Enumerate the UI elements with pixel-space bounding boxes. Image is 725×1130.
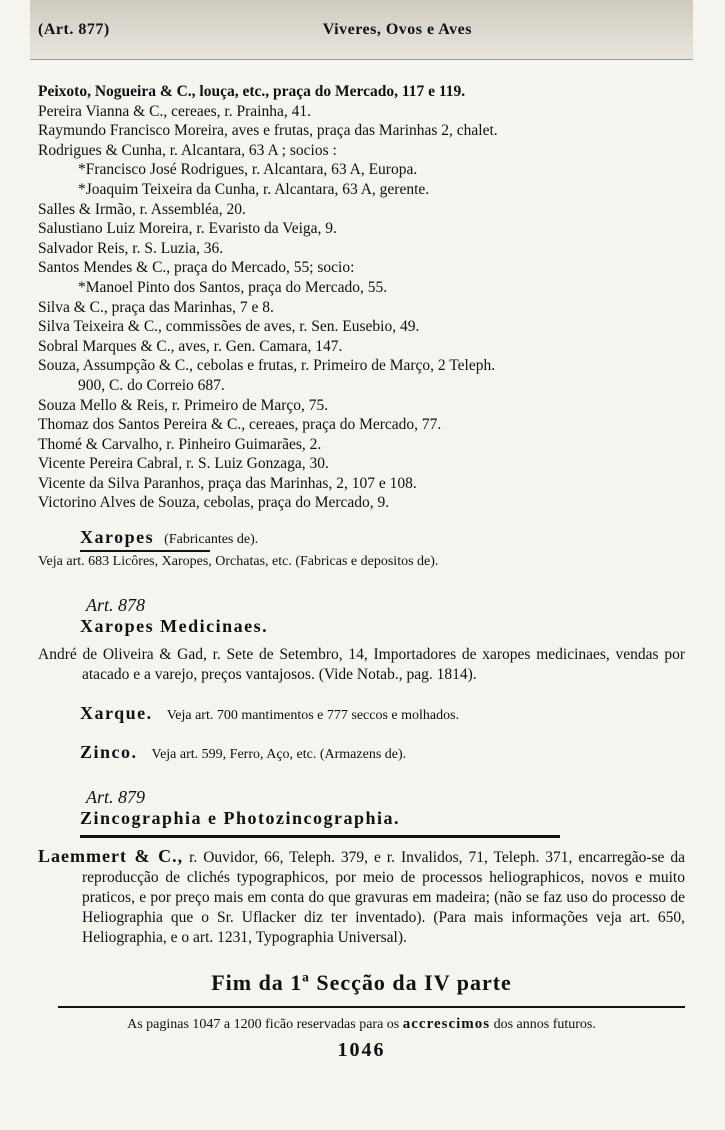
xaropes-title: Xaropes <box>80 527 155 548</box>
article-879-entry <box>38 846 685 948</box>
article-879-lead: Laemmert & C., <box>38 846 184 867</box>
article-879-label: Art. 879 <box>86 787 146 808</box>
footnote-bold: accrescimos <box>402 1016 491 1033</box>
entry-list <box>38 82 685 513</box>
article-879-title: Zincographia e Photozincographia. <box>80 808 401 829</box>
list-item: Souza Mello & Reis, r. Primeiro de Março, 75. <box>38 396 329 414</box>
running-header <box>30 0 693 60</box>
list-item: Vicente Pereira Cabral, r. S. Luiz Gonzaga, 30. <box>38 455 329 473</box>
xaropes-ref: Veja art. 683 Licôres, Xaropes, Orchatas, etc. (Fabricas e depositos de). <box>38 554 439 570</box>
footnote-pre: As paginas 1047 a 1200 ficão reservadas para os <box>127 1017 400 1033</box>
zinco-title: Zinco. <box>80 742 138 763</box>
list-item: Salles & Irmão, r. Assembléa, 20. <box>38 200 246 218</box>
list-item: Souza, Assumpção & C., cebolas e frutas, r. Primeiro de Março, 2 Teleph. <box>38 357 496 375</box>
list-item: Silva Teixeira & C., commissões de aves, r. Sen. Eusebio, 49. <box>38 318 420 336</box>
list-item: Thomé & Carvalho, r. Pinheiro Guimarães, 2. <box>38 435 322 453</box>
zinco-section <box>80 742 685 763</box>
list-item: Salustiano Luiz Moreira, r. Evaristo da Veiga, 9. <box>38 220 337 238</box>
list-item: Sobral Marques & C., aves, r. Gen. Camara, 147. <box>38 337 343 355</box>
list-item: Vicente da Silva Paranhos, praça das Marinhas, 2, 107 e 108. <box>38 474 417 492</box>
list-item: Thomaz dos Santos Pereira & C., cereaes, praça do Mercado, 77. <box>38 416 442 434</box>
xaropes-heading <box>80 527 685 548</box>
page-number: 1046 <box>337 1039 386 1062</box>
footnote-post: dos annos futuros. <box>493 1017 596 1033</box>
xarque-title: Xarque. <box>80 703 153 724</box>
divider <box>58 1006 685 1008</box>
xarque-section <box>80 703 685 724</box>
list-item: 900, C. do Correio 687. <box>78 376 225 394</box>
list-item: Pereira Vianna & C., cereaes, r. Prainha, 41. <box>38 102 311 120</box>
list-item: *Francisco José Rodrigues, r. Alcantara, 63 A, Europa. <box>78 161 418 179</box>
list-item: Peixoto, Nogueira & C., louça, etc., praça do Mercado, 117 e 119. <box>38 83 466 100</box>
article-878-title: Xaropes Medicinaes. <box>80 616 269 637</box>
xarque-ref: Veja art. 700 mantimentos e 777 seccos e molhados. <box>166 708 460 724</box>
divider <box>80 835 560 838</box>
list-item: Santos Mendes & C., praça do Mercado, 55; socio: <box>38 259 355 277</box>
header-title: Viveres, Ovos e Aves <box>322 20 472 38</box>
content <box>38 60 685 1062</box>
article-879-text: r. Ouvidor, 66, Teleph. 379, e r. Invalidos, 71, Teleph. 371, encarregão-se da reproducção de clichés typographicos, por meio de processos heliographicos, novos e muito praticos, e por preço mais em conta do que gravuras em madeira; (não se faz uso do processo de Heliographia que o Sr. Uflacker diz ter inventado). (Para mais informações veja art. 650, Heliographia, e o art. 1231, Typographia Universal). <box>82 849 685 947</box>
list-item: *Joaquim Teixeira da Cunha, r. Alcantara, 63 A, gerente. <box>78 180 430 198</box>
section-end-title: Fim da 1ª Secção da IV parte <box>211 970 512 996</box>
header-article: (Art. 877) <box>38 20 110 38</box>
list-item: *Manoel Pinto dos Santos, praça do Mercado, 55. <box>78 278 388 296</box>
list-item: Silva & C., praça das Marinhas, 7 e 8. <box>38 298 274 316</box>
article-878-entry: André de Oliveira & Gad, r. Sete de Setembro, 14, Importadores de xaropes medicinaes, vendas por atacado e a varejo, preços vantajosos. (Vide Notab., pag. 1814). <box>38 646 685 684</box>
list-item: Victorino Alves de Souza, cebolas, praça do Mercado, 9. <box>38 494 390 512</box>
footnote <box>38 1016 685 1033</box>
list-item: Rodrigues & Cunha, r. Alcantara, 63 A ; socios : <box>38 141 337 159</box>
zinco-ref: Veja art. 599, Ferro, Aço, etc. (Armazens de). <box>151 747 407 763</box>
list-item: Raymundo Francisco Moreira, aves e frutas, praça das Marinhas 2, chalet. <box>38 122 498 140</box>
article-878-label: Art. 878 <box>86 595 146 616</box>
xaropes-subtitle: (Fabricantes de). <box>164 532 259 548</box>
list-item: Salvador Reis, r. S. Luzia, 36. <box>38 239 224 257</box>
